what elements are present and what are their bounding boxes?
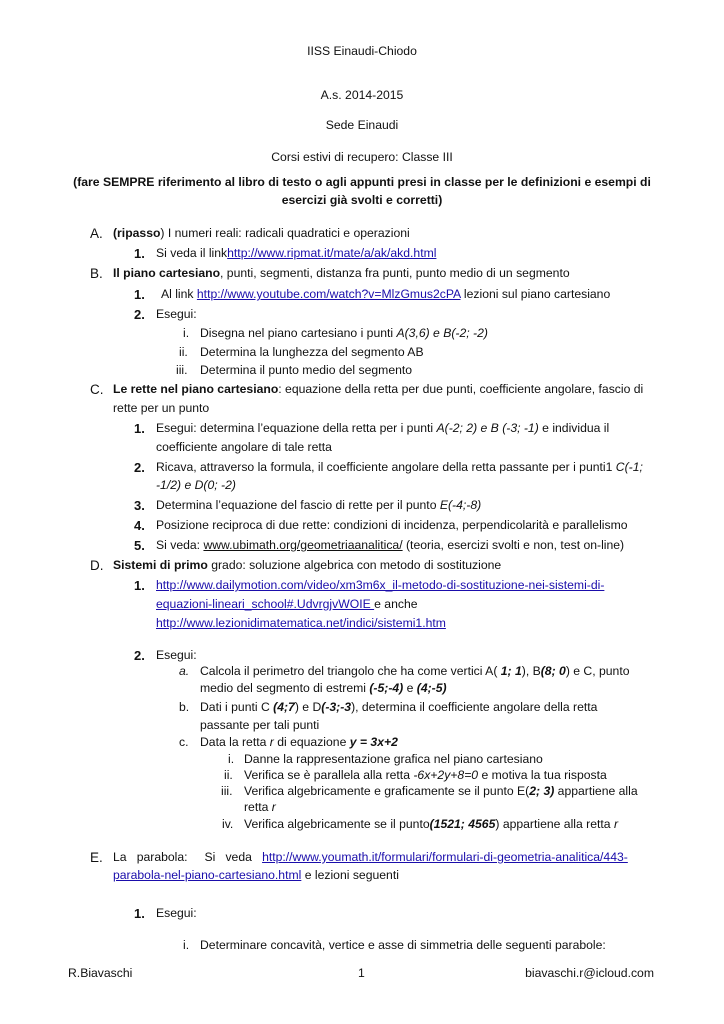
header-note-line1: (fare SEMPRE riferimento al libro di testo o agli appunti presi in classe per le definizioni e esempi di xyxy=(73,175,651,189)
section-d-item1-line3 xyxy=(156,616,446,631)
section-c-item4-num: 4. xyxy=(134,518,145,533)
lezioni-link[interactable]: http://www.lezionidimatematica.net/indici/sistemi1.htm xyxy=(156,616,446,630)
section-c-letter: C. xyxy=(90,382,104,397)
section-d-sub-c-iii-line2: retta r xyxy=(244,800,276,814)
section-d-item1-line2: equazioni-lineari_school#.UdvrgjvWOIE e anche xyxy=(156,597,418,611)
section-d-sub-a-line2: medio del segmento di estremi (-5;-4) e (4;-5) xyxy=(200,681,447,695)
section-c-item2-num: 2. xyxy=(134,460,145,475)
section-a-title: (ripasso) I numeri reali: radicali quadratici e operazioni xyxy=(113,226,410,240)
section-d-sub-b-line2: passante per tali punti xyxy=(200,718,320,732)
section-c-item2-line2: -1/2) e D(0; -2) xyxy=(156,478,236,492)
section-e-sub1: Determinare concavità, vertice e asse di simmetria delle seguenti parabole: xyxy=(200,938,606,952)
section-b-sub2: Determina la lunghezza del segmento AB xyxy=(200,345,424,359)
section-c-item2: Ricava, attraverso la formula, il coefficiente angolare della retta passante per i punti1 C(-1; xyxy=(156,460,643,474)
section-b-sub2-num: ii. xyxy=(179,345,188,359)
section-b-sub3: Determina il punto medio del segmento xyxy=(200,363,413,377)
section-d-sub-c-num: c. xyxy=(179,735,189,749)
header-course: Corsi estivi di recupero: Classe III xyxy=(271,150,453,164)
section-e-letter: E. xyxy=(90,850,103,865)
section-d-sub-c-iv-num: iv. xyxy=(222,817,234,831)
section-a-item1: Si veda il linkhttp://www.ripmat.it/mate/a/ak/akd.html xyxy=(156,246,437,260)
section-d-sub-a: Calcola il perimetro del triangolo che ha come vertici A( 1; 1), B(8; 0) e C, punto xyxy=(200,664,630,678)
section-d-item2-num: 2. xyxy=(134,648,145,663)
section-b-sub3-num: iii. xyxy=(176,363,188,377)
section-d-item1-num: 1. xyxy=(134,578,145,593)
section-d-sub-c-iii: Verifica algebricamente e graficamente se il punto E(2; 3) appartiene alla xyxy=(244,784,638,798)
section-d-sub-b: Dati i punti C (4;7) e D(-3;-3), determina il coefficiente angolare della retta xyxy=(200,700,598,714)
header-year: A.s. 2014-2015 xyxy=(320,88,404,102)
section-e-sub1-num: i. xyxy=(183,938,190,952)
section-e-item1: Esegui: xyxy=(156,906,197,920)
section-c-item1-line2: coefficiente angolare di tale retta xyxy=(156,440,332,454)
section-b-sub1: Disegna nel piano cartesiano i punti A(3,6) e B(-2; -2) xyxy=(200,326,488,340)
section-d-item1 xyxy=(156,578,604,593)
section-a-item1-num: 1. xyxy=(134,246,145,261)
section-d-sub-c-i-num: i. xyxy=(228,752,235,766)
ripmat-link[interactable]: http://www.ripmat.it/mate/a/ak/akd.html xyxy=(227,246,437,260)
section-d-sub-c-i: Danne la rappresentazione grafica nel piano cartesiano xyxy=(244,752,543,766)
section-d-letter: D. xyxy=(90,558,104,573)
header-note-line2: esercizi già svolti e corretti) xyxy=(281,193,443,207)
section-d-sub-c: Data la retta r di equazione y = 3x+2 xyxy=(200,735,398,749)
footer-email: biavaschi.r@icloud.com xyxy=(525,966,654,980)
section-d-sub-c-iii-num: iii. xyxy=(221,784,233,798)
header-site: Sede Einaudi xyxy=(325,118,399,132)
section-d-sub-a-num: a. xyxy=(179,664,190,678)
footer-page-number: 1 xyxy=(358,966,365,980)
section-e-title: La parabola: Si veda http://www.youmath.it/formulari/formulari-di-geometria-analitica/443- xyxy=(113,850,628,864)
section-c-title-line2: rette per un punto xyxy=(113,401,210,415)
section-c-item5: Si veda: www.ubimath.org/geometriaanalitica/ (teoria, esercizi svolti e non, test on-line) xyxy=(156,538,625,552)
section-d-title: Sistemi di primo grado: soluzione algebrica con metodo di sostituzione xyxy=(113,558,502,572)
section-e-title-line2: parabola-nel-piano-cartesiano.html e lezioni seguenti xyxy=(113,868,399,882)
section-b-letter: B. xyxy=(90,266,103,281)
footer-author: R.Biavaschi xyxy=(68,966,133,980)
section-e-item1-num: 1. xyxy=(134,906,145,921)
youtube-link[interactable]: http://www.youtube.com/watch?v=MlzGmus2cPA xyxy=(196,287,461,301)
section-c-item4: Posizione reciproca di due rette: condizioni di incidenza, perpendicolarità e parallelismo xyxy=(156,518,628,532)
section-b-item2: Esegui: xyxy=(156,307,197,321)
section-b-item1: Al link http://www.youtube.com/watch?v=MlzGmus2cPA lezioni sul piano cartesiano xyxy=(161,287,611,301)
section-a-letter: A. xyxy=(90,226,103,241)
section-b-item2-num: 2. xyxy=(134,307,145,322)
dailymotion-link-cont[interactable]: equazioni-lineari_school#.UdvrgjvWOIE xyxy=(156,597,375,611)
section-c-item5-num: 5. xyxy=(134,538,145,553)
youmath-link[interactable]: http://www.youmath.it/formulari/formulari-di-geometria-analitica/443- xyxy=(262,850,628,864)
section-d-sub-c-ii-num: ii. xyxy=(224,768,233,782)
section-b-title: Il piano cartesiano, punti, segmenti, distanza fra punti, punto medio di un segmento xyxy=(113,266,570,280)
section-d-sub-c-iv: Verifica algebricamente se il punto(1521; 4565) appartiene alla retta r xyxy=(244,817,618,831)
section-d-item2: Esegui: xyxy=(156,648,197,662)
section-c-item1: Esegui: determina l’equazione della retta per i punti A(-2; 2) e B (-3; -1) e individua il xyxy=(156,421,610,435)
section-b-sub1-num: i. xyxy=(183,326,190,340)
section-c-item3-num: 3. xyxy=(134,498,145,513)
section-d-sub-b-num: b. xyxy=(179,700,190,714)
ubimath-link[interactable]: www.ubimath.org/geometriaanalitica/ xyxy=(203,538,403,552)
section-c-item3: Determina l’equazione del fascio di rette per il punto E(-4;-8) xyxy=(156,498,482,512)
dailymotion-link[interactable]: http://www.dailymotion.com/video/xm3m6x_il-metodo-di-sostituzione-nei-sistemi-di- xyxy=(156,578,605,592)
youmath-link-cont[interactable]: parabola-nel-piano-cartesiano.html xyxy=(113,868,302,882)
section-d-sub-c-ii: Verifica se è parallela alla retta -6x+2y+8=0 e motiva la tua risposta xyxy=(244,768,607,782)
section-c-title: Le rette nel piano cartesiano: equazione della retta per due punti, coefficiente angolare, fascio di xyxy=(113,382,644,396)
section-c-item1-num: 1. xyxy=(134,421,145,436)
section-b-item1-num: 1. xyxy=(134,287,145,302)
header-school: IISS Einaudi-Chiodo xyxy=(307,44,417,58)
